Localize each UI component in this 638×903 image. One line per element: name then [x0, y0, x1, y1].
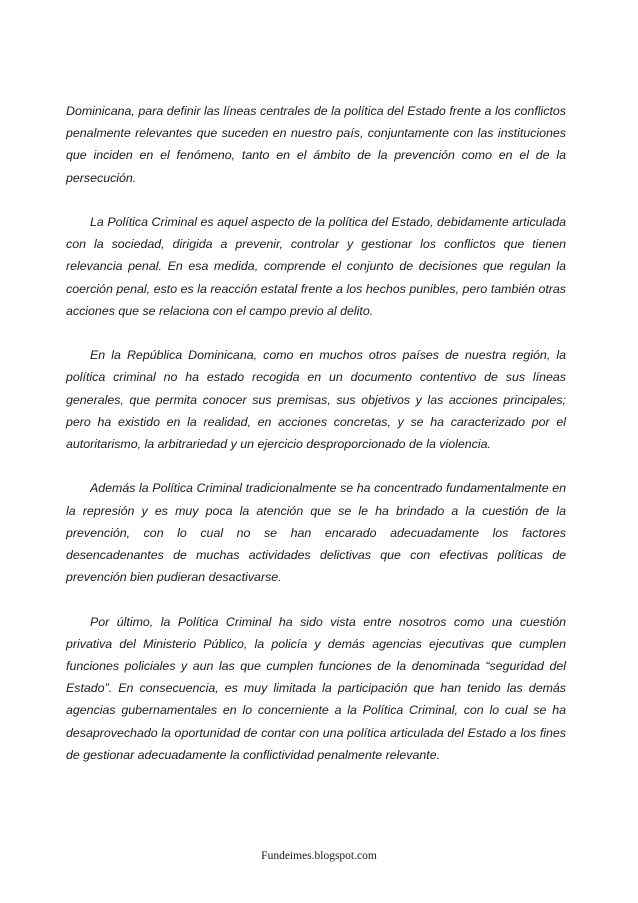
- paragraph-continuation: Dominicana, para definir las líneas centrales de la política del Estado frente a los conflictos penalmente relevantes que suceden en nuestro país, conjuntamente con las instituciones que inciden en el fenómeno, tanto en el ámbito de la prevención como en el de la persecución.: [66, 104, 566, 185]
- document-body: [66, 100, 566, 788]
- paragraph-public-ministry: Por último, la Política Criminal ha sido vista entre nosotros como una cuestión privativa del Ministerio Público, la policía y demás agencias ejecutivas que cumplen funciones policiales y aun las que cumplen funciones de la denominada “seguridad del Estado”. En consecuencia, es muy limitada la participación que han tenido las demás agencias gubernamentales en lo concerniente a la Política Criminal, con lo cual se ha desaprovechado la oportunidad de contar con una política articulada del Estado a los fines de gestionar adecuadamente la conflictividad penalmente relevante.: [66, 614, 566, 762]
- paragraph-dominican-republic: En la República Dominicana, como en muchos otros países de nuestra región, la política criminal no ha estado recogida en un documento contentivo de sus líneas generales, que permita conocer sus premisas, sus objetivos y las acciones principales; pero ha existido en la realidad, en acciones concretas, y se ha caracterizado por el autoritarismo, la arbitrariedad y un ejercicio desproporcionado de la violencia.: [66, 348, 566, 452]
- paragraph-repression: Además la Política Criminal tradicionalmente se ha concentrado fundamentalmente en la represión y es muy poca la atención que se le ha brindado a la cuestión de la prevención, con lo cual no se han encarado adecuadamente los factores desencadenantes de muchas actividades delictivas que con efectivas políticas de prevención bien pudieran desactivarse.: [66, 481, 566, 585]
- paragraph-definition: La Política Criminal es aquel aspecto de la política del Estado, debidamente articulada con la sociedad, dirigida a prevenir, controlar y gestionar los conflictos que tienen relevancia penal. En esa medida, comprende el conjunto de decisiones que regulan la coerción penal, esto es la reacción estatal frente a los hechos punibles, pero también otras acciones que se relaciona con el campo previo al delito.: [66, 215, 566, 318]
- page-footer: Fundeimes.blogspot.com: [261, 850, 377, 862]
